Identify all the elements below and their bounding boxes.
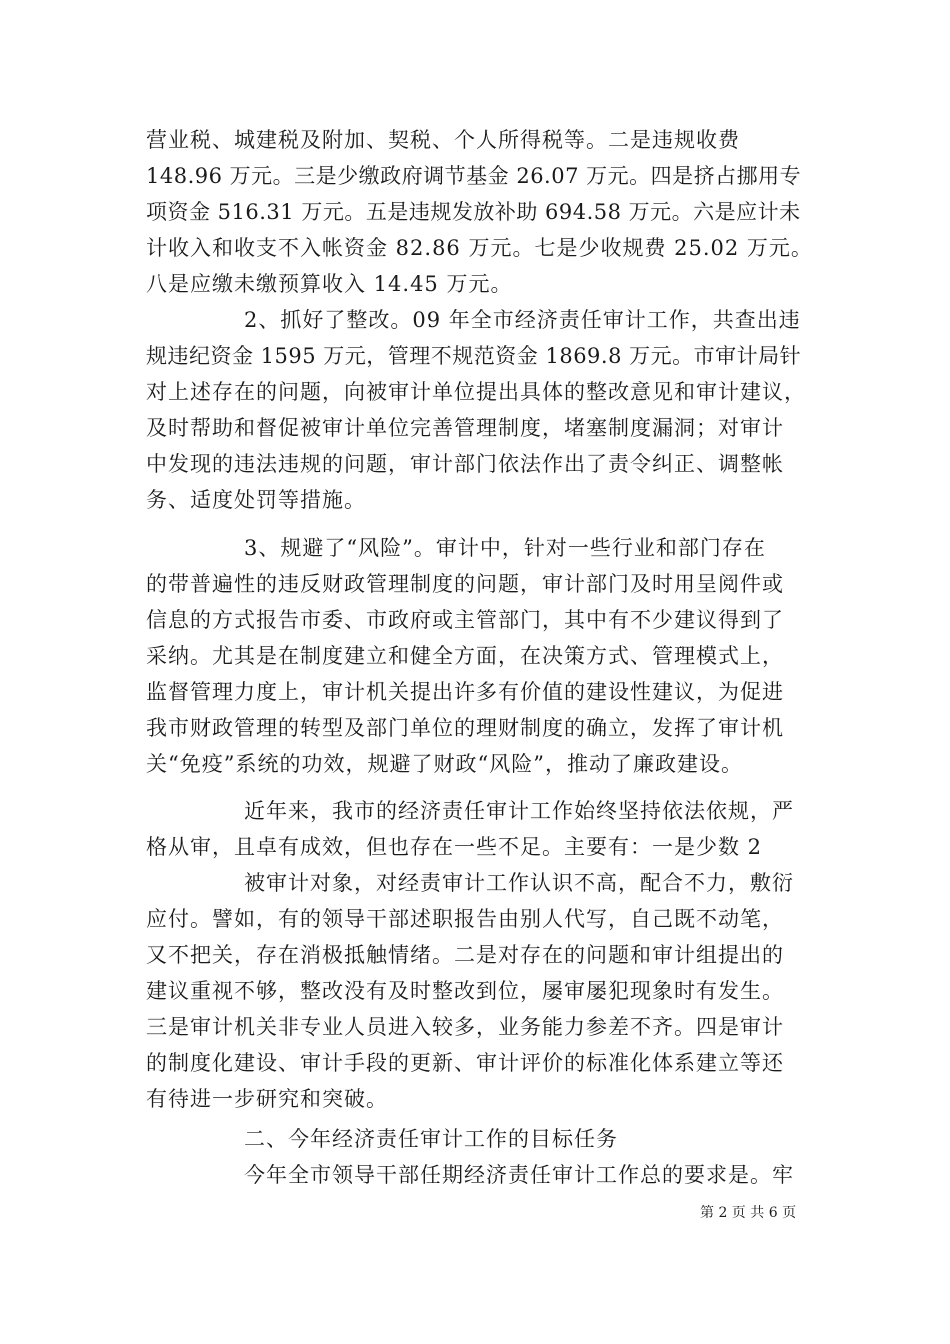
paragraph-first-line: 近年来，我市的经济责任审计工作始终坚持依法依规，严 [244, 799, 794, 823]
text-line: 中发现的违法违规的问题，审计部门依法作出了责令纠正、调整帐 [146, 452, 784, 476]
text-line: 又不把关，存在消极抵触情绪。二是对存在的问题和审计组提出的 [146, 943, 784, 967]
section-heading: 二、今年经济责任审计工作的目标任务 [244, 1127, 618, 1151]
paragraph-first-line: 今年全市领导干部任期经济责任审计工作总的要求是。牢 [244, 1163, 794, 1187]
text-line: 三是审计机关非专业人员进入较多，业务能力参差不齐。四是审计 [146, 1015, 784, 1039]
text-line: 的带普遍性的违反财政管理制度的问题，审计部门及时用呈阅件或 [146, 572, 784, 596]
text-line: 八是应缴未缴预算收入 14.45 万元。 [146, 272, 513, 296]
text-line: 关“免疫”系统的功效，规避了财政“风险”，推动了廉政建设。 [146, 752, 743, 776]
text-line: 计收入和收支不入帐资金 82.86 万元。七是少收规费 25.02 万元。 [146, 236, 813, 260]
text-line: 有待进一步研究和突破。 [146, 1087, 388, 1111]
text-line: 信息的方式报告市委、市政府或主管部门，其中有不少建议得到了 [146, 608, 784, 632]
text-line: 148.96 万元。三是少缴政府调节基金 26.07 万元。四是挤占挪用专 [146, 164, 802, 188]
text-line: 采纳。尤其是在制度建立和健全方面，在决策方式、管理模式上， [146, 644, 784, 668]
page-number: 第 2 页 共 6 页 [700, 1205, 797, 1221]
text-line: 应付。譬如，有的领导干部述职报告由别人代写，自己既不动笔， [146, 907, 784, 931]
text-line: 项资金 516.31 万元。五是违规发放补助 694.58 万元。六是应计未 [146, 200, 801, 224]
text-line: 我市财政管理的转型及部门单位的理财制度的确立，发挥了审计机 [146, 716, 784, 740]
text-line: 格从审，且卓有成效，但也存在一些不足。主要有：一是少数 2 [146, 835, 763, 859]
paragraph-first-line: 2、抓好了整改。09 年全市经济责任审计工作，共查出违 [244, 308, 801, 332]
text-line: 及时帮助和督促被审计单位完善管理制度，堵塞制度漏洞；对审计 [146, 416, 784, 440]
text-line: 建议重视不够，整改没有及时整改到位，屡审屡犯现象时有发生。 [146, 979, 784, 1003]
text-line: 务、适度处罚等措施。 [146, 488, 366, 512]
text-line: 对上述存在的问题，向被审计单位提出具体的整改意见和审计建议， [146, 380, 806, 404]
text-line: 营业税、城建税及附加、契税、个人所得税等。二是违规收费 [146, 128, 740, 152]
text-line: 监督管理力度上，审计机关提出许多有价值的建设性建议，为促进 [146, 680, 784, 704]
text-line: 规违纪资金 1595 万元，管理不规范资金 1869.8 万元。市审计局针 [146, 344, 802, 368]
text-line: 的制度化建设、审计手段的更新、审计评价的标准化体系建立等还 [146, 1051, 784, 1075]
paragraph-first-line: 3、规避了“风险”。审计中，针对一些行业和部门存在 [244, 536, 766, 560]
paragraph-first-line: 被审计对象，对经责审计工作认识不高，配合不力，敷衍 [244, 871, 794, 895]
